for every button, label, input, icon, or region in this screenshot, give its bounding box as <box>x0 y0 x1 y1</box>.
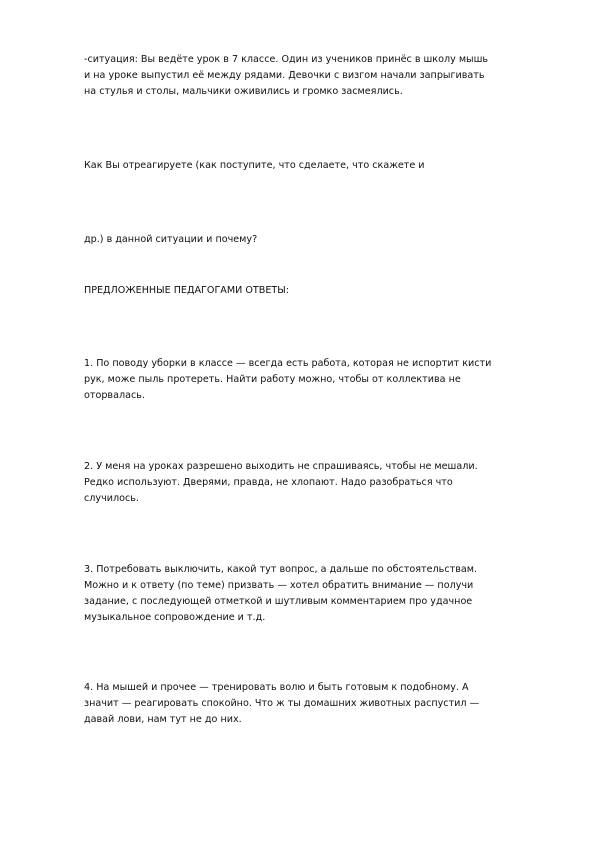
question-line-2: др.) в данной ситуации и почему? <box>84 234 258 245</box>
answers-heading: ПРЕДЛОЖЕННЫЕ ПЕДАГОГАМИ ОТВЕТЫ: <box>84 285 289 296</box>
situation-paragraph: -ситуация: Вы ведёте урок в 7 классе. Один из учеников принёс в школу мышь и на уроке выпустил её между рядами. Девочки с визгом начали запрыгивать на стулья и столы, мальчики оживились и громко засмеялись. <box>84 54 489 97</box>
answer-2: 2. У меня на уроках разрешено выходить не спрашиваясь, чтобы не мешали. Редко используют. Дверями, правда, не хлопают. Надо разобраться что случилось. <box>84 461 478 504</box>
answer-4: 4. На мышей и прочее — тренировать волю и быть готовым к подобному. А значит — реагировать спокойно. Что ж ты домашних животных распустил — давай лови, нам тут не до них. <box>84 682 480 725</box>
answer-3: 3. Потребовать выключить, какой тут вопрос, а дальше по обстоятельствам. Можно и к ответу (по теме) призвать — хотел обратить внимание — получи задание, с последующей отметкой и шутливым комментарием про удачное музыкальное сопровождение и т.д. <box>84 564 478 623</box>
answer-1: 1. По поводу уборки в классе — всегда есть работа, которая не испортит кисти рук, може пыль протереть. Найти работу можно, чтобы от коллектива не оторвалась. <box>84 358 492 401</box>
question-line-1: Как Вы отреагируете (как поступите, что сделаете, что скажете и <box>84 160 425 171</box>
